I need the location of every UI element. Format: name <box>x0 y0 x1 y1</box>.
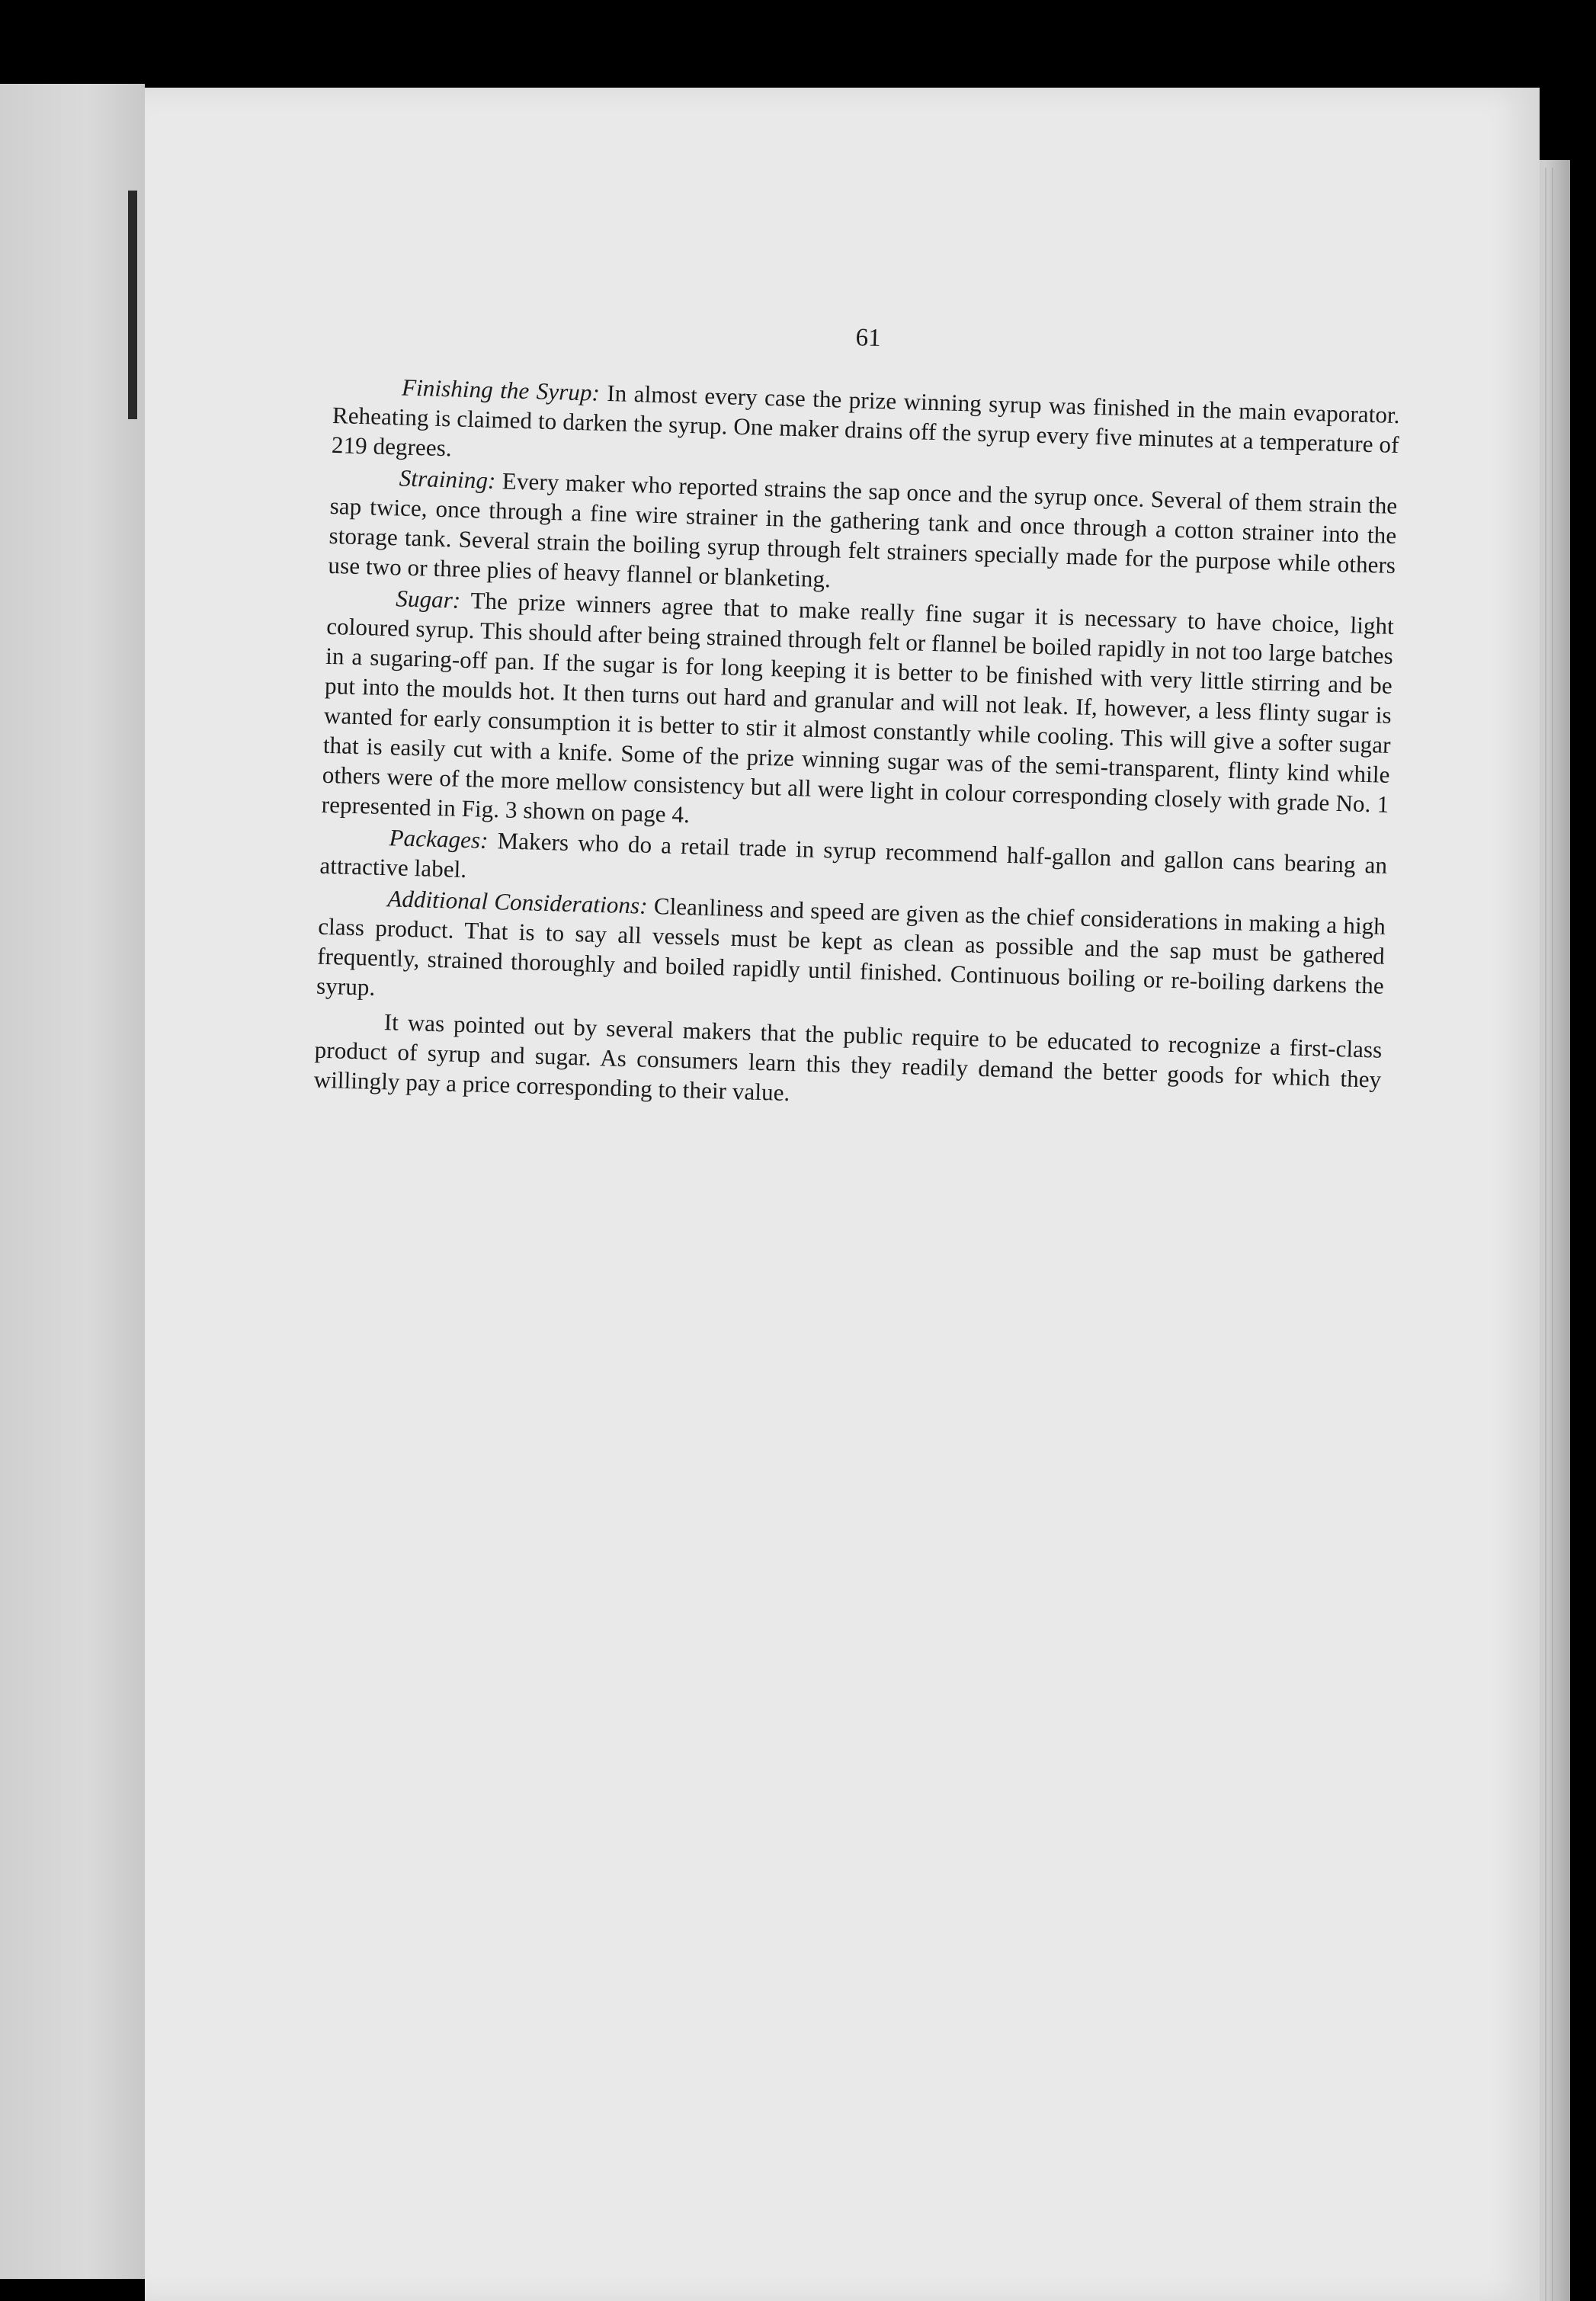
binding-edge <box>128 191 137 419</box>
paragraph-text: Cleanliness and speed are given as the chief considerations in making a high class product. That is to say all vessels must be kept as clean as possible and the sap must be gathered frequently, strained thoroughly and boiled rapidly until finished. Continuous boiling or re-boiling darkens the syrup. <box>316 892 1386 1001</box>
paragraph-text: In almost every case the prize winning syrup was finished in the main evaporator. Reheating is claimed to darken the syrup. One maker drains off the syrup every five minutes at a temperature of 219 degrees. <box>331 379 1401 462</box>
paragraph-heading: Packages: <box>389 824 489 854</box>
paragraph-text: The prize winners agree that to make really fine sugar it is necessary to have choice, light coloured syrup. This should after being strained through felt or flannel be boiled rapidly in not too large batches in a sugaring-off pan. If the sugar is for long keeping it is better to be finished with very little stirring and be put into the moulds hot. It then turns out hard and granular and will not leak. If, however, a less flinty sugar is wanted for early consumption it is better to stir it almost constantly while cooling. This will give a softer sugar that is easily cut with a knife. Some of the prize winning sugar was of the semi-transparent, flinty kind while others were of the more mellow consistency but all were light in colour corresponding closely with grade No. 1 represented in Fig. 3 shown on page 4. <box>321 586 1395 828</box>
paragraph-text: Every maker who reported strains the sap once and the syrup once. Several of them strain the sap twice, once through a fine wire strainer in the gathering tank and once through a cotton strainer into the storage tank. Several strain the boiling syrup through felt strainers specially made for the purpose while others use two or three plies of heavy flannel or blanketing. <box>328 466 1398 593</box>
paragraph-sugar <box>321 582 1394 849</box>
paragraph-heading: Additional Considerations: <box>386 885 649 919</box>
paragraph-heading: Sugar: <box>395 585 461 614</box>
book-page <box>145 88 1540 2301</box>
page-number: 61 <box>855 324 882 352</box>
left-facing-page <box>0 84 145 2279</box>
page-text-block <box>313 309 1402 1124</box>
paragraph-heading: Straining: <box>399 464 497 494</box>
paragraph-text: It was pointed out by several makers that the public require to be educated to recognize a first-class product of syrup and sugar. As consumers learn this they readily demand the better goods for which they willingly pay a price corresponding to their value. <box>313 1008 1383 1107</box>
paragraph-text: Makers who do a retail trade in syrup recommend half-gallon and gallon cans bearing an attractive label. <box>319 826 1388 883</box>
paragraph-heading: Finishing the Syrup: <box>401 373 601 406</box>
